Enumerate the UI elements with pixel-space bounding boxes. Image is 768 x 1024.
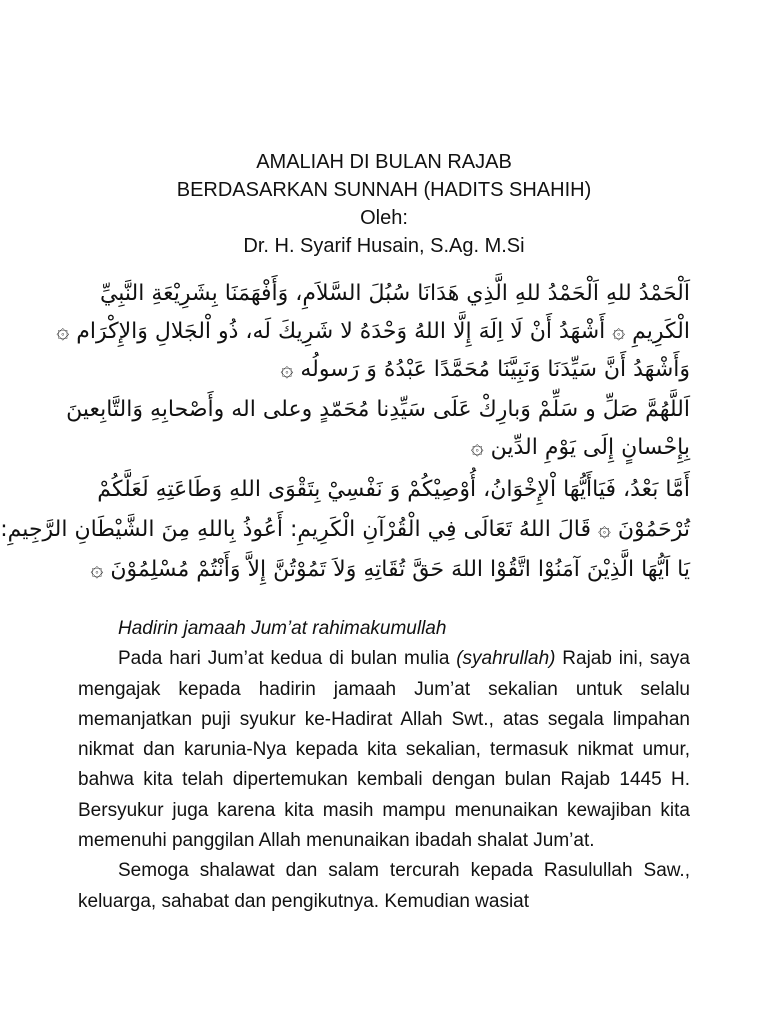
paragraph-1-italic: (syahrullah) <box>456 648 556 670</box>
arabic-line-1: اَلْحَمْدُ للهِ اَلْحَمْدُ للهِ الَّذِي هَدَانَا سُبُلَ السَّلاَمِ، وَأَفْهَمَنَا بِشَرِيْعَةِ النَّبِيِّ <box>99 281 690 306</box>
title-line-1: AMALIAH DI BULAN RAJAB <box>256 151 512 173</box>
sermon-body <box>78 614 690 917</box>
arabic-line-3: وَأَشْهَدُ أَنَّ سَيِّدَنَا وَنَبِيَّنَا مُحَمَّدًا عَبْدُهُ وَ رَسولُه ۞ <box>280 357 690 382</box>
arabic-line-5: بِإِحْسانٍ إِلَى يَوْمِ الدِّين ۞ <box>470 435 690 460</box>
arabic-line-7: تُرْحَمُوْنَ ۞ قَالَ اللهُ تَعَالَى فِي الْقُرْآنِ الْكَرِيمِ: أَعُوذُ بِاللهِ مِنَ الشَّيْطَانِ الرَّجِيمِ: <box>0 517 690 542</box>
arabic-line-2: الْكَرِيمِ ۞ أَشْهَدُ أَنْ لَا اِلَهَ إِلَّا اللهُ وَحْدَهُ لا شَرِيكَ لَه، ذُو اْلجَلالِ وَالإِكْرَام ۞ <box>56 319 690 344</box>
document-heading <box>0 148 768 260</box>
arabic-line-6: أَمَّا بَعْدُ، فَيَاأَيُّهَا اْلإِخْوَانُ، أُوْصِيْكُمْ وَ نَفْسِيْ بِتَقْوَى اللهِ وَطَاعَتِهِ لَعَلَّكُمْ <box>97 477 690 502</box>
arabic-line-8: يَا اَيُّهَا الَّذِيْنَ آمَنُوْا اتَّقُوْا اللهَ حَقَّ تُقَاتِهِ وَلاَ تَمُوْتُنَّ إِلاَّ وَأَنْتُمْ مُسْلِمُوْنَ ۞ <box>90 557 690 582</box>
paragraph-2: Semoga shalawat dan salam tercurah kepada Rasulullah Saw., keluarga, sahabat dan pengikutnya. Kemudian wasiat <box>78 860 690 912</box>
title-line-2: BERDASARKAN SUNNAH (HADITS SHAHIH) <box>176 179 592 201</box>
by-label: Oleh: <box>360 207 408 229</box>
greeting-line: Hadirin jamaah Jum’at rahimakumullah <box>118 618 447 639</box>
paragraph-1-text-a: Pada hari Jum’at kedua di bulan mulia <box>118 648 457 670</box>
paragraph-1 <box>78 644 690 856</box>
arabic-line-4: اَللَّهُمَّ صَلِّ و سَلِّمْ وَبارِكْ عَلَى سَيِّدِنا مُحَمّدٍ وعلى اله وأَصْحابِهِ وَالتَّابِعينَ <box>66 397 690 422</box>
paragraph-1-text-b: Rajab ini, saya mengajak kepada hadirin jamaah Jum’at sekalian untuk selalu memanjatkan puji syukur ke-Hadirat Allah Swt., atas segala limpahan nikmat dan karunia-Nya kepada kita sekalian, termasuk nikmat umur, bahwa kita telah dipertemukan kembali dengan bulan Rajab 1445 H. Bersyukur juga karena kita masih mampu menunaikan kewajiban kita memenuhi panggilan Allah menunaikan ibadah shalat Jum’at. <box>78 648 690 852</box>
author-name: Dr. H. Syarif Husain, S.Ag. M.Si <box>243 235 525 257</box>
